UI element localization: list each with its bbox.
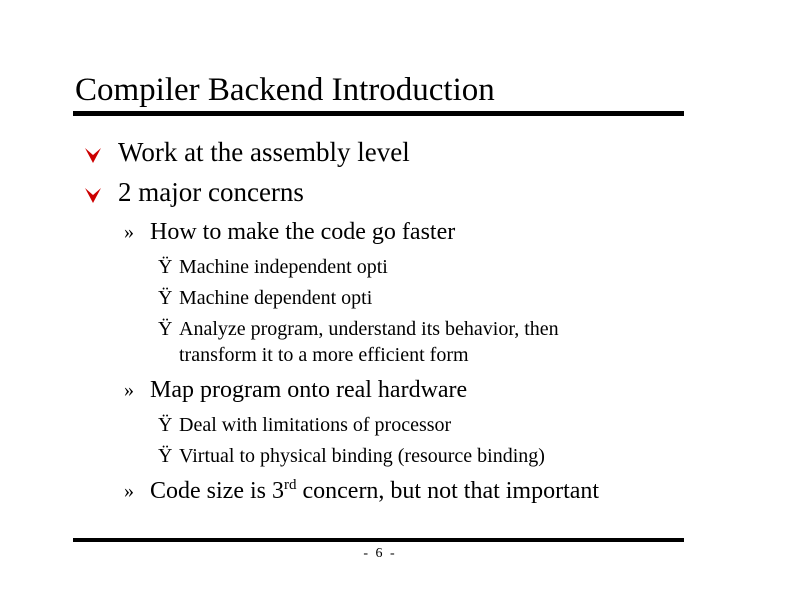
item-resource-binding: Virtual to physical binding (resource binding): [179, 445, 545, 467]
item-analyze-program-continued: transform it to a more efficient form: [179, 344, 469, 366]
item-analyze-program: Analyze program, understand its behavior, then: [179, 318, 559, 340]
ordinal-suffix: rd: [283, 477, 297, 493]
bullet-major-concerns: 2 major concerns: [118, 177, 304, 207]
dot-bullet-icon: Ÿ: [158, 445, 173, 467]
footer-divider: [73, 538, 684, 542]
subbullet-hardware: Map program onto real hardware: [150, 377, 468, 403]
chevron-bullet-icon: »: [124, 221, 134, 243]
item-machine-dependent: Machine dependent opti: [179, 287, 373, 309]
dot-bullet-icon: Ÿ: [158, 287, 173, 309]
code-size-text: Code size is 3: [150, 478, 284, 504]
dot-bullet-icon: Ÿ: [158, 414, 173, 436]
bullet-assembly-level: Work at the assembly level: [118, 137, 410, 167]
diamond-bullet-icon: [84, 186, 102, 204]
code-size-text-rest: concern, but not that important: [296, 478, 600, 504]
chevron-bullet-icon: »: [124, 480, 134, 502]
subbullet-code-size: [150, 477, 599, 505]
chevron-bullet-icon: »: [124, 379, 134, 401]
item-processor-limits: Deal with limitations of processor: [179, 414, 452, 436]
item-machine-independent: Machine independent opti: [179, 256, 388, 278]
subbullet-speed: How to make the code go faster: [150, 219, 456, 245]
diamond-bullet-icon: [84, 146, 102, 164]
page-number: - 6 -: [363, 546, 397, 561]
slide-title: Compiler Backend Introduction: [75, 72, 495, 108]
title-divider: [73, 111, 684, 116]
dot-bullet-icon: Ÿ: [158, 256, 173, 278]
dot-bullet-icon: Ÿ: [158, 318, 173, 340]
